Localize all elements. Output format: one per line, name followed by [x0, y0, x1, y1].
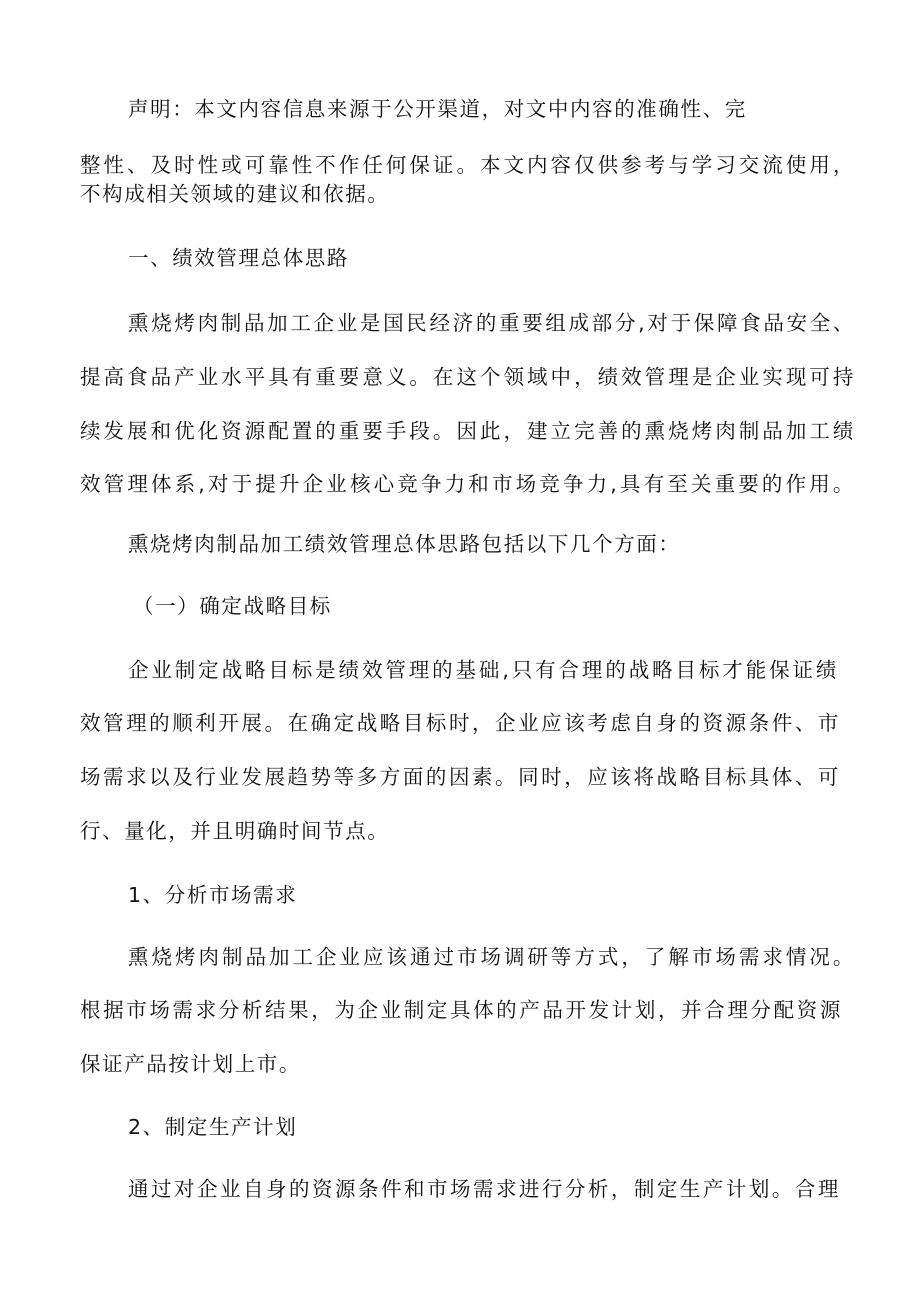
paragraph-line: 场需求以及行业发展趋势等多方面的因素。同时，应该将战略目标具体、可	[80, 765, 840, 789]
disclaimer-line-2: 整性、及时性或可靠性不作任何保证。本文内容仅供参考与学习交流使用，	[80, 153, 855, 177]
item-heading: 1、分析市场需求	[128, 883, 298, 907]
disclaimer-line-3: 不构成相关领域的建议和依据。	[80, 182, 390, 206]
paragraph-line: 熏烧烤肉制品加工企业应该通过市场调研等方式，了解市场需求情况。	[128, 945, 855, 969]
paragraph-line: 熏烧烤肉制品加工企业是国民经济的重要组成部分,对于保障食品安全、	[128, 311, 855, 335]
paragraph-line: 通过对企业自身的资源条件和市场需求进行分析，制定生产计划。合理	[128, 1177, 840, 1201]
item-heading: 2、制定生产计划	[128, 1115, 298, 1139]
paragraph-line: 熏烧烤肉制品加工绩效管理总体思路包括以下几个方面：	[128, 532, 681, 556]
subsection-heading: （一）确定战略目标	[133, 594, 332, 618]
paragraph-line: 提高食品产业水平具有重要意义。在这个领域中，绩效管理是企业实现可持	[80, 365, 855, 389]
paragraph-line: 保证产品按计划上市。	[80, 1052, 301, 1076]
paragraph-line: 企业制定战略目标是绩效管理的基础,只有合理的战略目标才能保证绩	[128, 658, 838, 682]
paragraph-line: 根据市场需求分析结果，为企业制定具体的产品开发计划，并合理分配资源	[80, 998, 842, 1022]
paragraph-line: 续发展和优化资源配置的重要手段。因此，建立完善的熏烧烤肉制品加工绩	[80, 419, 855, 443]
paragraph-line: 效管理体系,对于提升企业核心竞争力和市场竞争力,具有至关重要的作用。	[80, 472, 855, 496]
paragraph-line: 行、量化，并且明确时间节点。	[80, 819, 390, 843]
section-heading: 一、绩效管理总体思路	[128, 246, 349, 270]
paragraph-line: 效管理的顺利开展。在确定战略目标时，企业应该考虑自身的资源条件、市	[80, 711, 840, 735]
disclaimer-line-1: 声明：本文内容信息来源于公开渠道，对文中内容的准确性、完	[128, 97, 747, 121]
